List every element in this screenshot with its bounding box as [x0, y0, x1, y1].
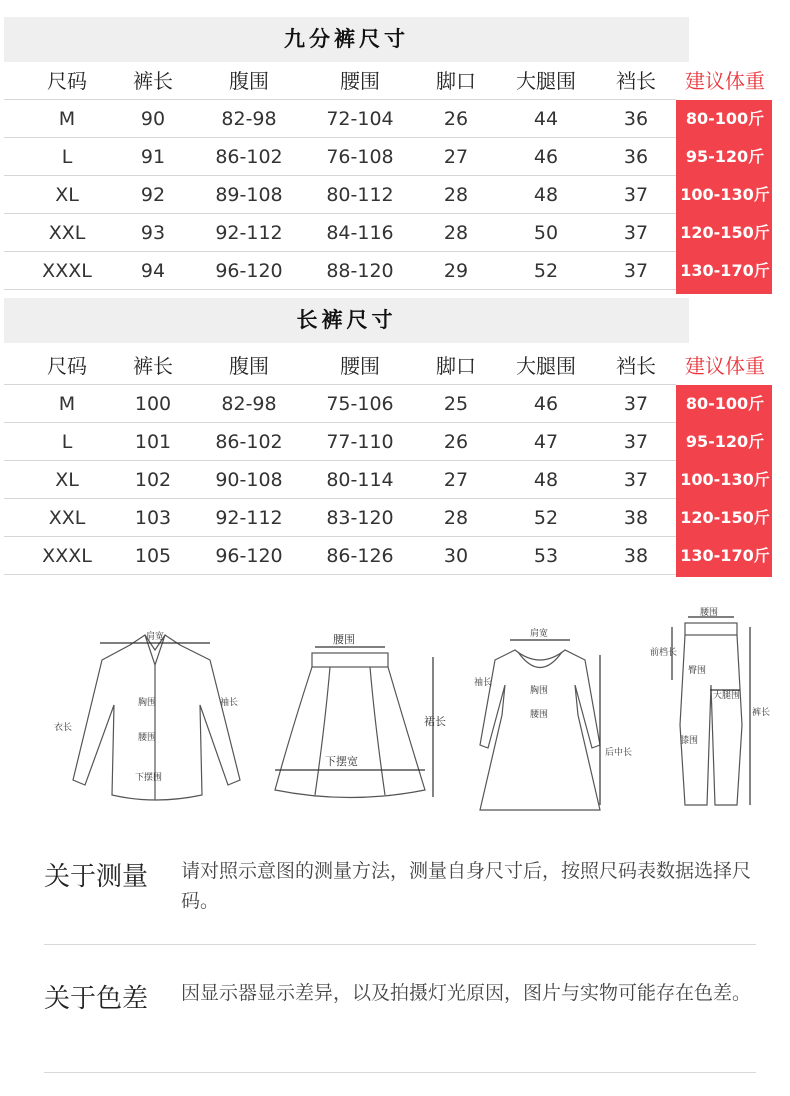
header-cell: 尺码: [47, 354, 87, 378]
table-cell: 52: [533, 260, 559, 282]
table-cell: 36: [623, 108, 649, 130]
table-cell: 37: [623, 184, 649, 206]
note-measurement-title: 关于测量: [44, 862, 149, 892]
table1-title: 九分裤尺寸: [4, 17, 689, 62]
table-cell: 90-108: [215, 469, 283, 491]
measurement-diagrams: [40, 605, 780, 815]
table-cell: XL: [55, 469, 79, 491]
weight-cell: 130-170斤: [680, 546, 770, 565]
table-row: [4, 176, 770, 214]
table-cell: 37: [623, 431, 649, 453]
table-cell: 27: [443, 469, 469, 491]
dress-sleeve-label: 袖长: [474, 678, 493, 688]
table-cell: 92-112: [215, 507, 283, 529]
note-color: [44, 978, 756, 1048]
table-cell: 83-120: [326, 507, 394, 529]
weight-cell: 120-150斤: [680, 508, 770, 527]
table-cell: 103: [134, 507, 172, 529]
table-cell: 48: [533, 469, 559, 491]
header-cell: 腰围: [340, 69, 380, 93]
table-cell: 91: [140, 146, 166, 168]
dress-shoulder-label: 肩宽: [530, 629, 549, 639]
table-cell: 94: [140, 260, 166, 282]
table-cell: 37: [623, 469, 649, 491]
header-cell: 裤长: [133, 354, 173, 378]
measurement-illustrations: [40, 605, 780, 815]
table2-title: 长裤尺寸: [4, 298, 689, 343]
table-cell: 96-120: [215, 260, 283, 282]
table-cell: 36: [623, 146, 649, 168]
table-cell: 92-112: [215, 222, 283, 244]
header-cell: 建议体重: [685, 69, 765, 93]
table-cell: 52: [533, 507, 559, 529]
table-row: [4, 537, 770, 575]
skirt-hem-label: 下摆宽: [325, 755, 358, 768]
header-cell: 脚口: [436, 69, 476, 93]
table-row: [4, 385, 770, 423]
table-cell: 100: [134, 393, 172, 415]
weight-cell: 80-100斤: [685, 109, 765, 128]
pants-knee-label: 膝围: [680, 736, 699, 746]
table-row: [4, 214, 770, 252]
table-cell: M: [58, 108, 76, 130]
pants-front-rise-label: 前档长: [650, 648, 678, 658]
table-row: [4, 461, 770, 499]
table-cell: 37: [623, 260, 649, 282]
header-cell: 腹围: [229, 354, 269, 378]
table-cell: 82-98: [221, 108, 277, 130]
table-cell: 90: [140, 108, 166, 130]
weight-cell: 100-130斤: [680, 185, 770, 204]
table-cell: 26: [443, 108, 469, 130]
table-cell: 101: [134, 431, 172, 453]
table-cell: 88-120: [326, 260, 394, 282]
table-cell: 30: [443, 545, 469, 567]
shirt-length-label: 衣长: [54, 723, 73, 733]
table-cell: 75-106: [326, 393, 394, 415]
table-cell: L: [61, 146, 73, 168]
table-cell: 26: [443, 431, 469, 453]
table-cell: 29: [443, 260, 469, 282]
dress-diagram: [480, 640, 600, 810]
pants-diagram: [672, 617, 750, 805]
skirt-length-label: 裙长: [424, 715, 446, 728]
table-cell: 77-110: [326, 431, 394, 453]
note-measurement: [44, 856, 756, 926]
table-cell: 82-98: [221, 393, 277, 415]
table-header-row: [4, 62, 770, 100]
header-cell: 建议体重: [685, 354, 765, 378]
table-cell: XL: [55, 184, 79, 206]
header-cell: 腰围: [340, 354, 380, 378]
weight-cell: 100-130斤: [680, 470, 770, 489]
header-cell: 尺码: [47, 69, 87, 93]
table-cell: XXXL: [42, 545, 92, 567]
table-cell: 86-102: [215, 146, 283, 168]
table-row: [4, 499, 770, 537]
weight-cell: 95-120斤: [685, 147, 765, 166]
table-cell: 37: [623, 393, 649, 415]
table-cell: 76-108: [326, 146, 394, 168]
table-cell: 92: [140, 184, 166, 206]
table-cell: 27: [443, 146, 469, 168]
skirt-diagram: [275, 647, 433, 798]
header-cell: 腹围: [229, 69, 269, 93]
table-row: [4, 138, 770, 176]
header-cell: 裆长: [616, 354, 656, 378]
table-cell: 105: [134, 545, 172, 567]
table-row: [4, 252, 770, 290]
table-cell: M: [58, 393, 76, 415]
table-header-row: [4, 347, 770, 385]
header-cell: 脚口: [436, 354, 476, 378]
shirt-hem-label: 下摆围: [135, 773, 163, 783]
weight-cell: 80-100斤: [685, 394, 765, 413]
skirt-waist-label: 腰围: [333, 633, 355, 646]
table-cell: 44: [533, 108, 559, 130]
note-color-text: 因显示器显示差异，以及拍摄灯光原因，图片与实物可能存在色差。: [181, 982, 752, 1004]
table-cell: 38: [623, 545, 649, 567]
pants-thigh-label: 大腿围: [713, 691, 741, 701]
table-cell: 80-114: [326, 469, 394, 491]
table-cell: 25: [443, 393, 469, 415]
table-cell: 86-102: [215, 431, 283, 453]
dress-waist-label: 腰围: [530, 710, 549, 720]
table-cell: 89-108: [215, 184, 283, 206]
pants-waist-label: 腰围: [700, 608, 719, 618]
header-cell: 裤长: [133, 69, 173, 93]
table-cell: 96-120: [215, 545, 283, 567]
table-cell: 48: [533, 184, 559, 206]
table-cell: XXXL: [42, 260, 92, 282]
table-row: [4, 100, 770, 138]
dress-chest-label: 胸围: [530, 686, 549, 696]
table-cell: 86-126: [326, 545, 394, 567]
dress-back-length-label: 后中长: [605, 748, 633, 758]
table-row: [4, 423, 770, 461]
weight-cell: 95-120斤: [685, 432, 765, 451]
header-cell: 大腿围: [516, 354, 576, 378]
divider: [44, 1072, 756, 1073]
divider: [44, 944, 756, 945]
table-cell: 28: [443, 184, 469, 206]
table-cell: XXL: [48, 507, 86, 529]
table-cell: L: [61, 431, 73, 453]
table-cell: 93: [140, 222, 166, 244]
table-cell: 37: [623, 222, 649, 244]
table-cell: XXL: [48, 222, 86, 244]
header-cell: 裆长: [616, 69, 656, 93]
weight-cell: 120-150斤: [680, 223, 770, 242]
table-cell: 47: [533, 431, 559, 453]
table-cell: 38: [623, 507, 649, 529]
shirt-waist-label: 腰围: [138, 733, 157, 743]
table-cell: 80-112: [326, 184, 394, 206]
weight-cell: 130-170斤: [680, 261, 770, 280]
table-cell: 84-116: [326, 222, 394, 244]
note-color-title: 关于色差: [44, 984, 149, 1014]
table-cell: 102: [134, 469, 172, 491]
pants-hip-label: 臀围: [688, 666, 707, 676]
shirt-sleeve-label: 袖长: [220, 698, 239, 708]
note-measurement-text: 请对照示意图的测量方法，测量自身尺寸后，按照尺码表数据选择尺码。: [181, 860, 752, 912]
shirt-chest-label: 胸围: [138, 698, 157, 708]
header-cell: 大腿围: [516, 69, 576, 93]
table-cell: 46: [533, 393, 559, 415]
shirt-shoulder-label: 肩宽: [146, 632, 165, 642]
table-cell: 72-104: [326, 108, 394, 130]
pants-length-label: 裤长: [752, 708, 771, 718]
table-cell: 28: [443, 507, 469, 529]
table-cell: 53: [533, 545, 559, 567]
table-cell: 50: [533, 222, 559, 244]
table-cell: 28: [443, 222, 469, 244]
table-cell: 46: [533, 146, 559, 168]
